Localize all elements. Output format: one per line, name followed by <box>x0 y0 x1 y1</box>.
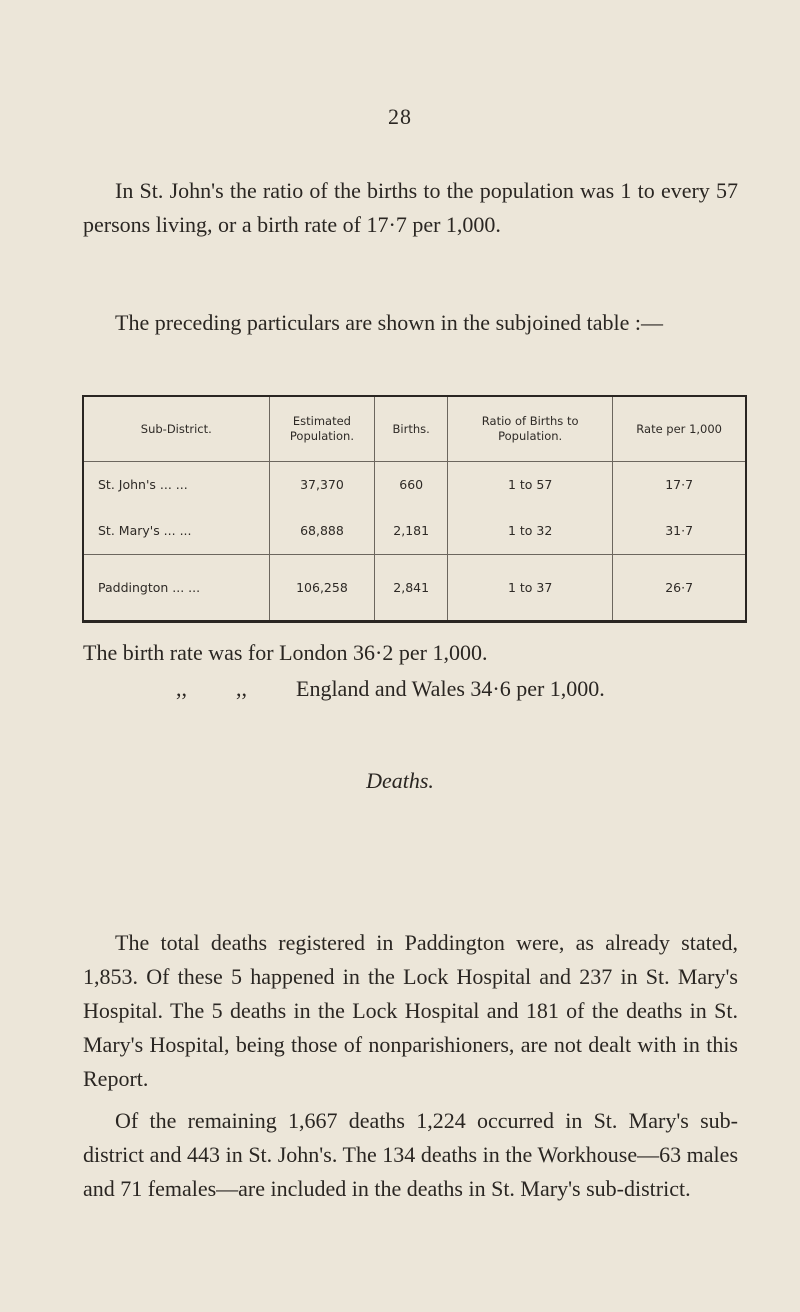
paragraph-remaining-deaths: Of the remaining 1,667 deaths 1,224 occurred in St. Mary's sub-district and 443 in St. John's. The 134 deaths in the Workhouse—63 males and 71 females—are included in the deaths in St. Mary's sub-district. <box>83 1108 738 1201</box>
table-row <box>84 508 745 554</box>
header-ratio: Ratio of Births to Population. <box>448 397 613 462</box>
cell-ratio: 1 to 37 <box>448 554 613 620</box>
cell-population: 68,888 <box>269 508 375 554</box>
header-sub-district: Sub-District. <box>84 397 269 462</box>
ditto-mark: ,, <box>236 676 247 701</box>
header-rate: Rate per 1,000 <box>613 397 745 462</box>
cell-sub-district: St. Mary's ... ... <box>98 523 192 539</box>
paragraph-table-intro: The preceding particulars are shown in the subjoined table :— <box>115 310 663 335</box>
cell-rate: 17·7 <box>613 462 745 508</box>
ditto-mark: ,, <box>176 676 187 701</box>
paragraph-st-johns-birth-ratio: In St. John's the ratio of the births to the population was 1 to every 57 persons living, or a birth rate of 17·7 per 1,000. <box>83 178 738 237</box>
england-wales-text: England and Wales 34·6 per 1,000. <box>296 676 605 701</box>
cell-births: 2,181 <box>375 508 448 554</box>
cell-ratio: 1 to 57 <box>448 462 613 508</box>
page-number: 28 <box>388 104 412 129</box>
cell-births: 660 <box>375 462 448 508</box>
table-row <box>84 462 745 508</box>
cell-births: 2,841 <box>375 554 448 620</box>
section-heading-deaths: Deaths. <box>366 768 434 793</box>
cell-population: 106,258 <box>269 554 375 620</box>
table-header-row <box>84 397 745 462</box>
cell-sub-district: St. John's ... ... <box>98 477 188 493</box>
header-estimated-population: Estimated Population. <box>269 397 375 462</box>
london-birth-rate: The birth rate was for London 36·2 per 1,000. <box>83 640 488 665</box>
header-births: Births. <box>375 397 448 462</box>
cell-population: 37,370 <box>269 462 375 508</box>
table-total-row <box>84 554 745 620</box>
cell-sub-district: Paddington ... ... <box>84 554 269 620</box>
births-table <box>82 395 747 623</box>
england-wales-birth-rate <box>176 676 605 702</box>
cell-rate: 26·7 <box>613 554 745 620</box>
cell-rate: 31·7 <box>613 508 745 554</box>
paragraph-total-deaths: The total deaths registered in Paddington were, as already stated, 1,853. Of these 5 happened in the Lock Hospital and 237 in St. Mary's Hospital. The 5 deaths in the Lock Hospital and 181 of the deaths in St. Mary's Hospital, being those of nonparishioners, are not dealt with in this Report. <box>83 930 738 1091</box>
cell-ratio: 1 to 32 <box>448 508 613 554</box>
